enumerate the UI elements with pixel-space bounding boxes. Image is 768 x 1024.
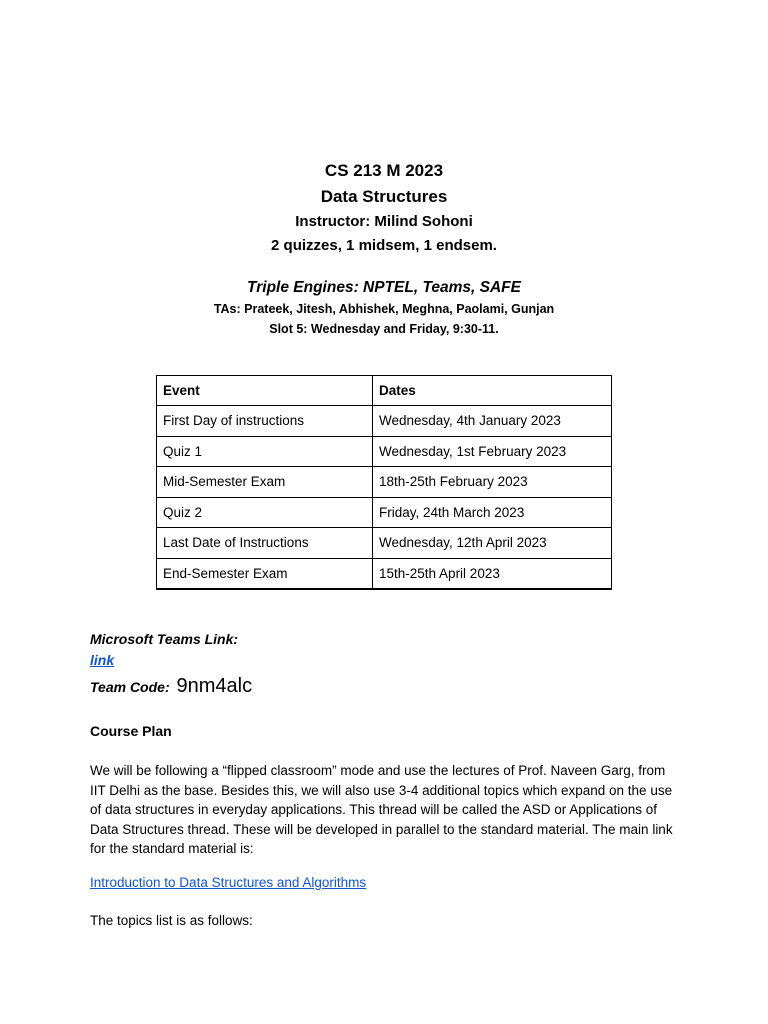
course-header xyxy=(0,158,768,339)
course-plan-heading: Course Plan xyxy=(90,723,172,739)
event-cell: Last Date of Instructions xyxy=(157,528,373,559)
engines-line: Triple Engines: NPTEL, Teams, SAFE xyxy=(247,279,521,296)
date-cell: Friday, 24th March 2023 xyxy=(373,497,612,528)
date-cell: Wednesday, 1st February 2023 xyxy=(373,436,612,467)
team-code-value: 9nm4alc xyxy=(176,675,253,697)
table-row xyxy=(157,558,612,589)
date-cell: 15th-25th April 2023 xyxy=(373,558,612,589)
evaluation-line: 2 quizzes, 1 midsem, 1 endsem. xyxy=(271,237,497,254)
table-row xyxy=(157,436,612,467)
tas-line: TAs: Prateek, Jitesh, Abhishek, Meghna, Paolami, Gunjan xyxy=(213,302,555,316)
team-code-label: Team Code: xyxy=(90,679,170,695)
team-code-line xyxy=(90,675,252,698)
table-header-row xyxy=(157,376,612,406)
table-row xyxy=(157,528,612,559)
course-name: Data Structures xyxy=(320,187,448,206)
slot-line: Slot 5: Wednesday and Friday, 9:30-11. xyxy=(269,322,499,336)
schedule-table xyxy=(156,375,612,590)
table-row xyxy=(157,497,612,528)
event-cell: Quiz 2 xyxy=(157,497,373,528)
date-cell: Wednesday, 4th January 2023 xyxy=(373,406,612,437)
column-header-event: Event xyxy=(157,376,373,406)
course-plan-paragraph: We will be following a “flipped classroom” mode and use the lectures of Prof. Naveen Garg, from IIT Delhi as the base. Besides this, we will also use 3-4 additional topics which expand on the use of data structures in everyday applications. This thread will be called the ASD or Applications of Data Structures thread. These will be developed in parallel to the standard material. The main link for the standard material is: xyxy=(90,763,673,856)
standard-material-link[interactable]: Introduction to Data Structures and Algorithms xyxy=(90,875,367,890)
event-cell: End-Semester Exam xyxy=(157,558,373,589)
table-row xyxy=(157,467,612,498)
teams-link[interactable]: link xyxy=(90,652,115,668)
event-cell: First Day of instructions xyxy=(157,406,373,437)
course-code: CS 213 M 2023 xyxy=(324,161,444,180)
date-cell: Wednesday, 12th April 2023 xyxy=(373,528,612,559)
event-cell: Mid-Semester Exam xyxy=(157,467,373,498)
table-row xyxy=(157,406,612,437)
instructor-line: Instructor: Milind Sohoni xyxy=(295,213,473,230)
topics-intro: The topics list is as follows: xyxy=(90,913,253,928)
column-header-dates: Dates xyxy=(373,376,612,406)
event-cell: Quiz 1 xyxy=(157,436,373,467)
date-cell: 18th-25th February 2023 xyxy=(373,467,612,498)
teams-link-label: Microsoft Teams Link: xyxy=(90,631,239,647)
